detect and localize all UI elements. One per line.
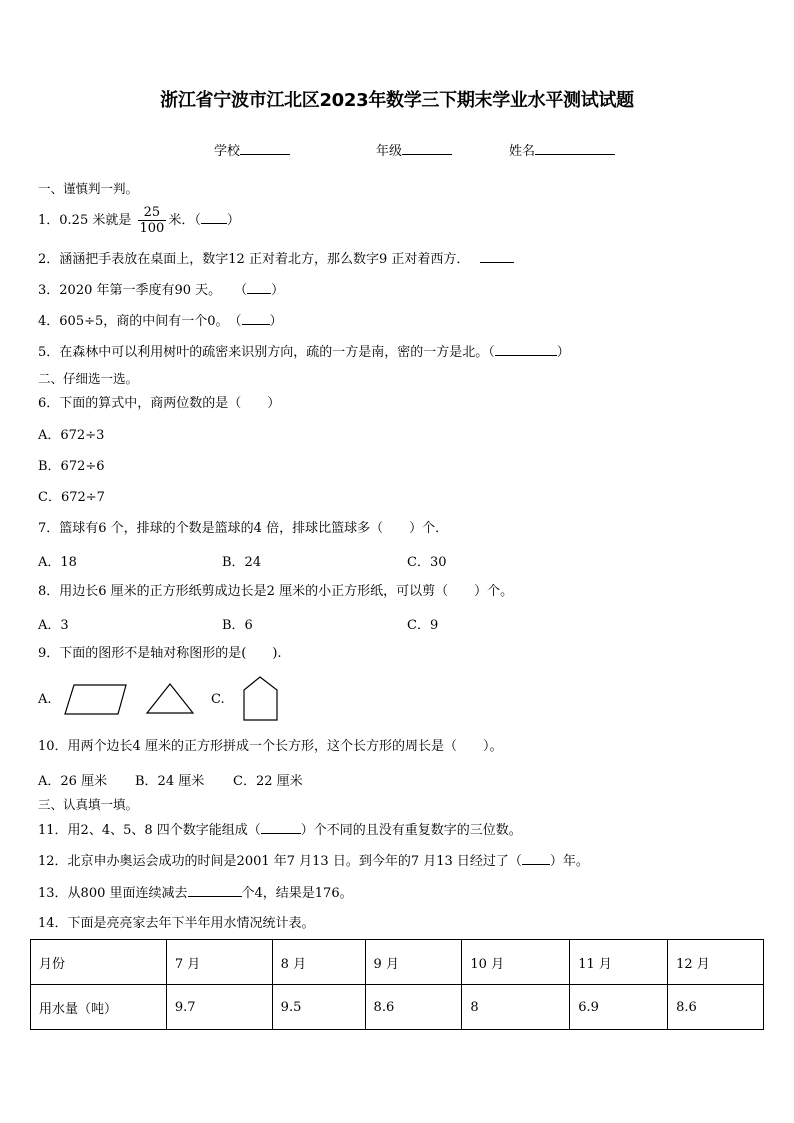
q11-answer-blank[interactable]	[261, 821, 301, 834]
q13-text-after: 个4，结果是176。	[241, 886, 353, 901]
q12-text: 12．北京申办奥运会成功的时间是2001 年7 月13 日。到今年的7 月13 日经过了（	[38, 854, 522, 869]
table-cell: 11 月	[570, 940, 668, 985]
page-title: 浙江省宁波市江北区2023年数学三下期末学业水平测试试题	[160, 90, 634, 111]
q12-text-after: ）年。	[549, 854, 589, 869]
q10-option-a[interactable]: A．26 厘米	[38, 774, 108, 789]
table-cell: 8	[462, 985, 570, 1030]
grade-blank[interactable]	[402, 141, 452, 155]
table-cell: 9 月	[365, 940, 462, 985]
section-1-heading: 一、谨慎判一判。	[38, 181, 139, 196]
q1-text-after: 米．（	[168, 213, 201, 228]
name-label: 姓名	[509, 144, 536, 159]
q2-text: 2．涵涵把手表放在桌面上，数字12 正对着北方，那么数字9 正对着西方．	[38, 252, 470, 267]
name-field	[509, 140, 615, 159]
pentagon-shape	[242, 676, 280, 722]
water-usage-table	[30, 939, 764, 1030]
q7-option-a[interactable]: A．18	[38, 555, 77, 570]
q4-close: ）	[269, 314, 283, 329]
question-5	[38, 343, 570, 362]
question-11	[38, 821, 522, 840]
question-2	[38, 250, 514, 269]
q6-option-a[interactable]: A．672÷3	[38, 428, 105, 443]
school-blank[interactable]	[240, 141, 290, 155]
q10-option-c[interactable]: C．22 厘米	[233, 774, 303, 789]
question-3	[38, 281, 284, 300]
table-header-row	[31, 940, 764, 985]
q1-denominator: 100	[139, 221, 165, 236]
table-cell: 8 月	[272, 940, 365, 985]
q1-close: ）	[226, 213, 240, 228]
q13-answer-blank[interactable]	[188, 884, 242, 897]
q1-text: 1．0.25 米就是	[38, 213, 132, 228]
table-cell: 月份	[31, 940, 167, 985]
q9-option-a[interactable]: A.	[38, 692, 52, 707]
school-label: 学校	[214, 144, 241, 159]
question-4	[38, 312, 283, 331]
section-2-heading: 二、仔细选一选。	[38, 371, 139, 386]
q1-fraction	[138, 205, 167, 236]
q9-option-c[interactable]: C.	[211, 692, 225, 707]
triangle-shape	[145, 683, 195, 715]
q11-text: 11．用2、4、5、8 四个数字能组成（	[38, 823, 261, 838]
question-6: 6．下面的算式中，商两位数的是（ ）	[38, 396, 281, 411]
question-10: 10．用两个边长4 厘米的正方形拼成一个长方形，这个长方形的周长是（ ）。	[38, 739, 503, 754]
table-cell: 8.6	[668, 985, 764, 1030]
table-cell: 6.9	[570, 985, 668, 1030]
name-blank[interactable]	[535, 141, 615, 155]
question-1	[38, 205, 240, 236]
q4-answer-blank[interactable]	[242, 312, 270, 325]
parallelogram-shape	[64, 684, 128, 716]
q13-text: 13．从800 里面连续减去	[38, 886, 188, 901]
q3-answer-blank[interactable]	[247, 281, 271, 294]
q5-answer-blank[interactable]	[495, 343, 557, 356]
question-8: 8．用边长6 厘米的正方形纸剪成边长是2 厘米的小正方形纸，可以剪（ ）个。	[38, 584, 514, 599]
q3-close: ）	[271, 283, 285, 298]
q7-option-c[interactable]: C．30	[407, 555, 447, 570]
question-7: 7．篮球有6 个，排球的个数是篮球的4 倍，排球比篮球多（ ）个．	[38, 521, 449, 536]
question-14: 14．下面是亮亮家去年下半年用水情况统计表。	[38, 916, 315, 931]
question-12	[38, 852, 589, 871]
q8-option-b[interactable]: B．6	[222, 618, 253, 633]
table-cell: 7 月	[166, 940, 272, 985]
table-row	[31, 985, 764, 1030]
q4-text: 4．605÷5，商的中间有一个0。 （	[38, 314, 242, 329]
q1-numerator: 25	[138, 205, 167, 221]
q7-option-b[interactable]: B．24	[222, 555, 262, 570]
table-cell: 9.5	[272, 985, 365, 1030]
q6-option-c[interactable]: C．672÷7	[38, 490, 105, 505]
question-13	[38, 884, 353, 903]
q1-answer-blank[interactable]	[201, 211, 227, 224]
table-cell: 12 月	[668, 940, 764, 985]
school-field	[214, 140, 290, 159]
question-9: 9．下面的图形不是轴对称图形的是( ).	[38, 646, 282, 661]
q5-close: ）	[556, 345, 570, 360]
table-cell: 9.7	[166, 985, 272, 1030]
q8-option-c[interactable]: C．9	[407, 618, 439, 633]
q11-text-after: ）个不同的且没有重复数字的三位数。	[300, 823, 522, 838]
section-3-heading: 三、认真填一填。	[38, 797, 139, 812]
q5-text: 5．在森林中可以利用树叶的疏密来识别方向，疏的一方是南，密的一方是北。（	[38, 345, 495, 360]
q10-option-b[interactable]: B．24 厘米	[135, 774, 205, 789]
q8-option-a[interactable]: A．3	[38, 618, 69, 633]
q12-answer-blank[interactable]	[522, 852, 550, 865]
grade-field	[376, 140, 452, 159]
grade-label: 年级	[376, 144, 403, 159]
table-cell: 10 月	[462, 940, 570, 985]
table-cell: 用水量（吨）	[31, 985, 167, 1030]
q2-answer-blank[interactable]	[480, 250, 514, 263]
q3-text: 3．2020 年第一季度有90 天。 （	[38, 283, 248, 298]
table-cell: 8.6	[365, 985, 462, 1030]
q6-option-b[interactable]: B．672÷6	[38, 459, 105, 474]
